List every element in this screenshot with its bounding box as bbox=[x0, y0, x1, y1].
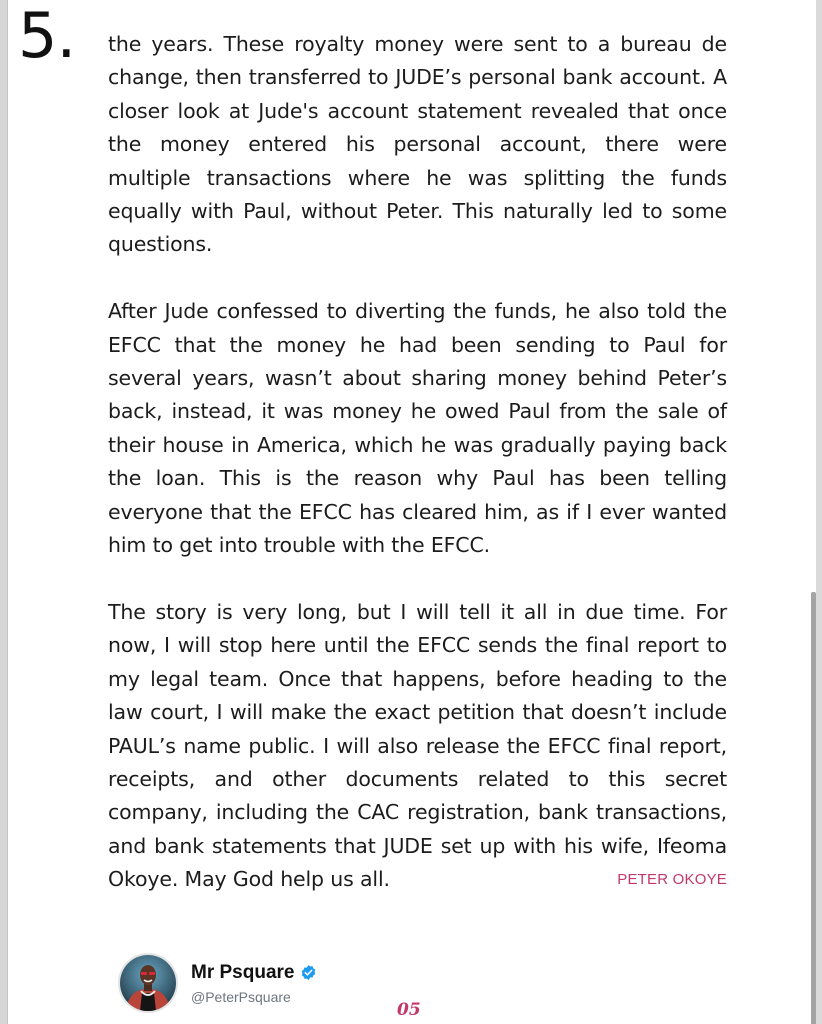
footer-page-number: 05 bbox=[397, 1000, 421, 1020]
statement-body bbox=[108, 28, 727, 930]
paragraph-1: the years. These royalty money were sent to a bureau de change, then transferred to JUDE’s personal bank account. A closer look at Jude's account statement revealed that once the money entered his personal account, there were multiple transactions where he was splitting the funds equally with Paul, without Peter. This naturally led to some questions. bbox=[108, 32, 727, 257]
display-name[interactable]: Mr Psquare bbox=[191, 961, 295, 983]
scrollbar-track[interactable] bbox=[816, 0, 822, 1024]
left-border bbox=[0, 0, 8, 1024]
signature: PETER OKOYE bbox=[617, 871, 727, 888]
scrollbar-thumb[interactable] bbox=[811, 592, 816, 1024]
verified-badge-icon bbox=[300, 964, 317, 981]
person-avatar-icon bbox=[120, 955, 176, 1011]
section-number: 5. bbox=[18, 0, 76, 72]
avatar[interactable] bbox=[118, 953, 178, 1013]
handle[interactable]: @PeterPsquare bbox=[191, 988, 291, 1005]
profile-text bbox=[191, 962, 317, 1005]
paragraph-3: The story is very long, but I will tell it all in due time. For now, I will stop here until the EFCC sends the final report to my legal team. Once that happens, before heading to the law court, I will make the exact petition that doesn’t include PAUL’s name public. I will also release the EFCC final report, receipts, and other documents related to this secret company, including the CAC registration, bank transactions, and bank statements that JUDE set up with his wife, Ifeoma Okoye. May God help us all. bbox=[108, 599, 727, 892]
name-row bbox=[191, 962, 317, 984]
paragraph-2: After Jude confessed to diverting the funds, he also told the EFCC that the money he had been sending to Paul for several years, wasn’t about sharing money behind Peter’s back, instead, it was money he owed Paul from the sale of their house in America, which he was gradually paying back the loan. This is the reason why Paul has been telling everyone that the EFCC has cleared him, as if I ever wanted him to get into trouble with the EFCC. bbox=[108, 299, 727, 558]
author-profile[interactable] bbox=[118, 953, 317, 1013]
